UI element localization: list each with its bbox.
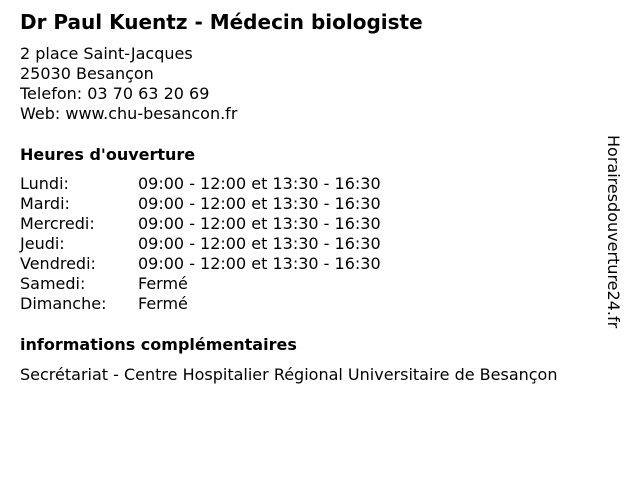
hours-value: 09:00 - 12:00 et 13:30 - 16:30 [138,234,381,253]
hours-row-monday [20,174,381,194]
hours-row-saturday [20,274,381,294]
watermark-text: Horairesdouverture24.fr [604,135,623,329]
opening-hours-heading: Heures d'ouverture [20,145,196,164]
hours-row-friday [20,254,381,274]
hours-row-tuesday [20,194,381,214]
hours-value: 09:00 - 12:00 et 13:30 - 16:30 [138,254,381,273]
hours-row-wednesday [20,214,381,234]
additional-info-text: Secrétariat - Centre Hospitalier Régional Universitaire de Besançon [20,365,558,384]
hours-value: Fermé [138,294,188,313]
address-street: 2 place Saint-Jacques [20,44,193,63]
day-label: Samedi: [20,274,86,293]
phone-number: Telefon: 03 70 63 20 69 [20,84,210,103]
address-block [20,44,237,124]
address-city: 25030 Besançon [20,64,154,83]
hours-row-sunday [20,294,381,314]
day-label: Mardi: [20,194,70,213]
day-label: Vendredi: [20,254,96,273]
hours-value: 09:00 - 12:00 et 13:30 - 16:30 [138,174,381,193]
day-label: Lundi: [20,174,69,193]
hours-row-thursday [20,234,381,254]
day-label: Mercredi: [20,214,95,233]
opening-hours-table [20,174,381,314]
hours-value: 09:00 - 12:00 et 13:30 - 16:30 [138,214,381,233]
day-label: Jeudi: [20,234,65,253]
page-title: Dr Paul Kuentz - Médecin biologiste [20,10,423,34]
day-label: Dimanche: [20,294,107,313]
website: Web: www.chu-besancon.fr [20,104,238,123]
hours-value: 09:00 - 12:00 et 13:30 - 16:30 [138,194,381,213]
additional-info-heading: informations complémentaires [20,335,297,354]
hours-value: Fermé [138,274,188,293]
